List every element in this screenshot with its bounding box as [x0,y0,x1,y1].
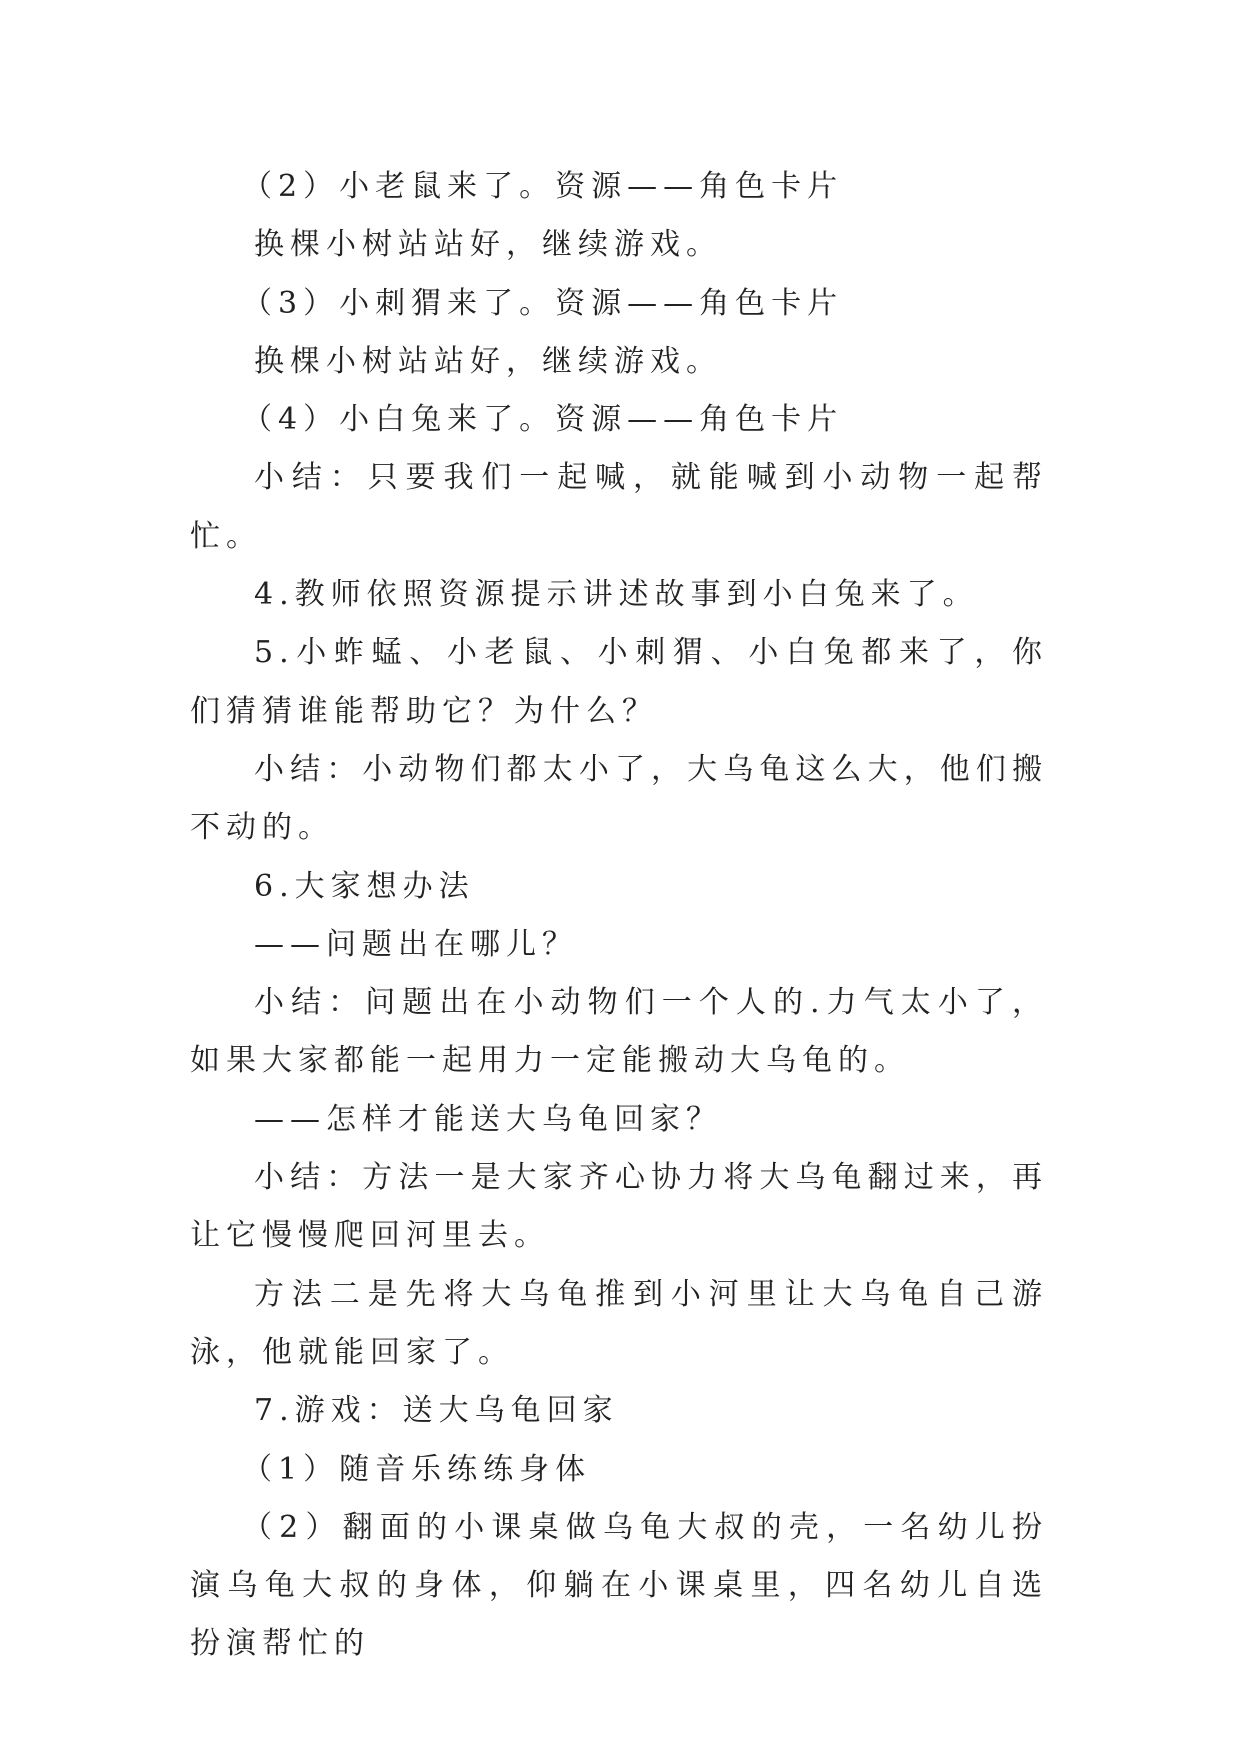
paragraph-12: 小结：问题出在小动物们一个人的.力气太小了，如果大家都能一起用力一定能搬动大乌龟的。 [190,985,1048,1079]
paragraph-10: 6.大家想办法 [254,868,475,904]
paragraph-3: （3）小刺猬来了。资源——角色卡片 [242,285,844,321]
paragraph-14: 小结：方法一是大家齐心协力将大乌龟翻过来，再让它慢慢爬回河里去。 [190,1160,1048,1254]
paragraph-15: 方法二是先将大乌龟推到小河里让大乌龟自己游泳，他就能回家了。 [190,1276,1048,1370]
paragraph-17: （1）随音乐练练身体 [242,1451,592,1487]
paragraph-9: 小结：小动物们都太小了，大乌龟这么大，他们搬不动的。 [190,751,1048,846]
paragraph-13: ——怎样才能送大乌龟回家？ [254,1101,722,1137]
paragraph-11: ——问题出在哪儿？ [254,926,578,962]
paragraph-18: （2）翻面的小课桌做乌龟大叔的壳，一名幼儿扮演乌龟大叔的身体，仰躺在小课桌里，四名幼儿自选扮演帮忙的 [190,1509,1048,1662]
paragraph-6: 小结：只要我们一起喊，就能喊到小动物一起帮忙。 [190,460,1048,554]
paragraph-8: 5.小蚱蜢、小老鼠、小刺猬、小白兔都来了，你们猜猜谁能帮助它？为什么？ [190,635,1048,729]
paragraph-4: 换棵小树站站好，继续游戏。 [254,343,722,379]
paragraph-16: 7.游戏：送大乌龟回家 [254,1393,619,1429]
paragraph-1: （2）小老鼠来了。资源——角色卡片 [242,169,844,204]
document-body [190,158,1048,1674]
paragraph-7: 4.教师依照资源提示讲述故事到小白兔来了。 [254,577,979,613]
paragraph-5: （4）小白兔来了。资源——角色卡片 [242,402,844,438]
paragraph-2: 换棵小树站站好，继续游戏。 [254,227,722,263]
